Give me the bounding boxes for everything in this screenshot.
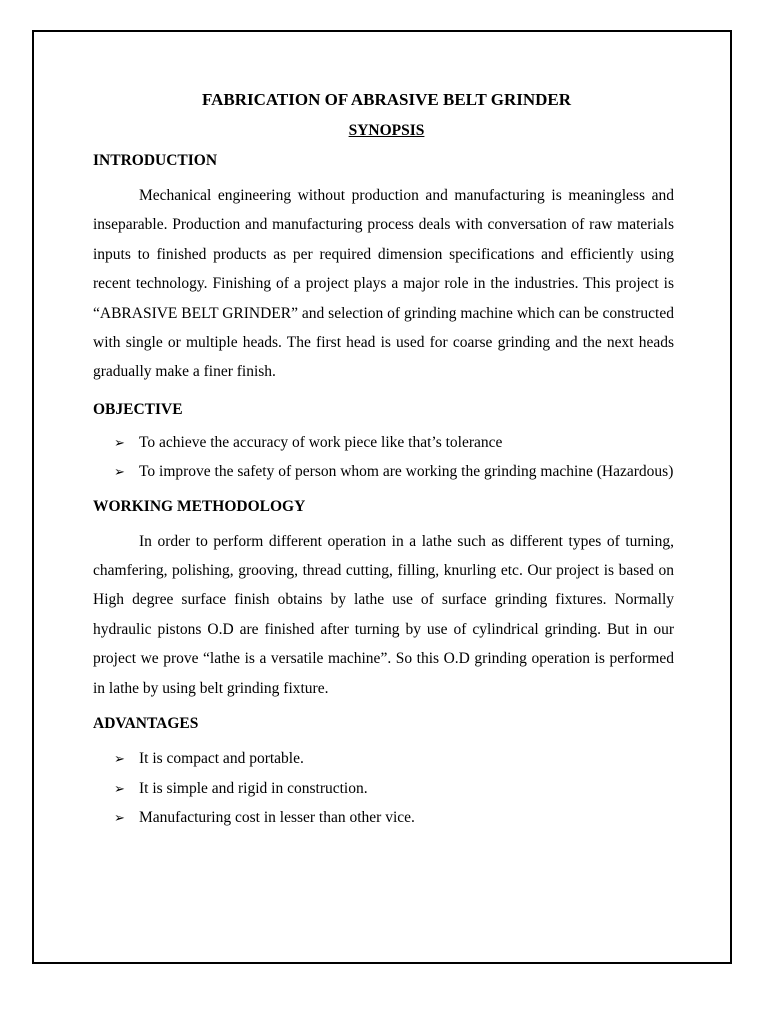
objective-list	[93, 428, 674, 487]
introduction-paragraph: Mechanical engineering without production and manufacturing is meaningless and inseparable. Production and manufacturing process deals with conversation of raw materials inputs to finished products as per required dimension specifications and efficiently using recent technology. Finishing of a project plays a major role in the industries. This project is “ABRASIVE BELT GRINDER” and selection of grinding machine which can be constructed with single or multiple heads. The first head is used for coarse grinding and the next heads gradually make a finer finish.	[93, 187, 674, 381]
introduction-heading: INTRODUCTION	[93, 152, 218, 169]
list-item-text: It is simple and rigid in construction.	[139, 779, 368, 797]
arrowhead-bullet-icon: ➢	[114, 780, 125, 796]
methodology-paragraph: In order to perform different operation in a lathe such as different types of turning, chamfering, polishing, grooving, thread cutting, filling, knurling etc. Our project is based on High degree surface finish obtains by lathe use of surface grinding fixtures. Normally hydraulic pistons O.D are finished after turning by use of cylindrical grinding. But in our project we prove “lathe is a versatile machine”. So this O.D grinding operation is performed in lathe by using belt grinding fixture.	[93, 532, 674, 697]
document-title: FABRICATION OF ABRASIVE BELT GRINDER	[201, 90, 572, 109]
arrowhead-bullet-icon: ➢	[114, 434, 125, 450]
list-item	[93, 457, 674, 486]
list-item	[93, 803, 674, 832]
methodology-heading: WORKING METHODOLOGY	[93, 497, 306, 515]
list-item	[93, 774, 674, 803]
arrowhead-bullet-icon: ➢	[114, 464, 125, 480]
document-body	[93, 88, 674, 832]
arrowhead-bullet-icon: ➢	[114, 809, 125, 825]
advantages-heading: ADVANTAGES	[93, 715, 199, 733]
list-item-text: It is compact and portable.	[139, 750, 304, 768]
advantages-list	[93, 744, 674, 832]
list-item-text: To improve the safety of person whom are working the grinding machine (Hazardous)	[139, 463, 674, 481]
list-item-text: To achieve the accuracy of work piece like that’s tolerance	[139, 433, 503, 451]
list-item-text: Manufacturing cost in lesser than other vice.	[139, 808, 415, 826]
objective-heading: OBJECTIVE	[93, 400, 183, 418]
list-item	[93, 428, 674, 457]
synopsis-heading: SYNOPSIS	[348, 122, 425, 139]
arrowhead-bullet-icon: ➢	[114, 751, 125, 767]
list-item	[93, 744, 674, 773]
